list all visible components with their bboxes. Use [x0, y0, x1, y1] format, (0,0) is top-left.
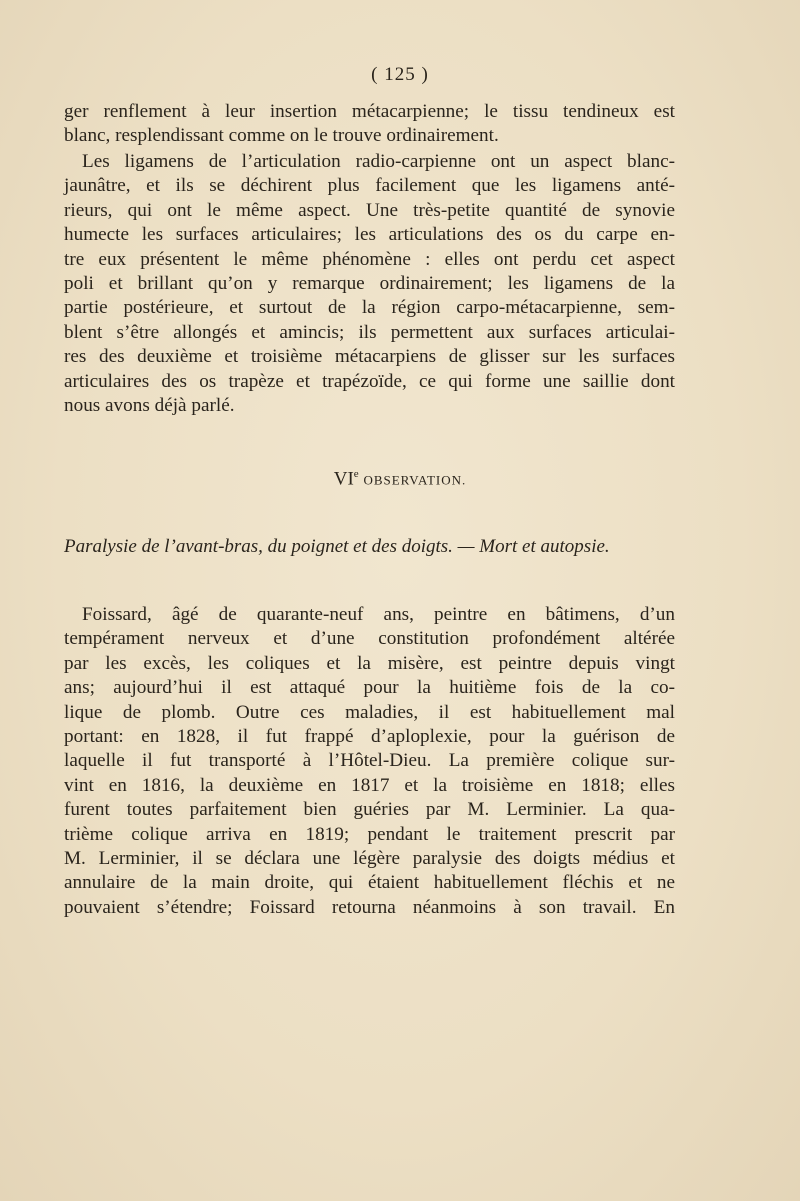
- text-line: nous avons déjà parlé.: [64, 395, 235, 417]
- text-line: blent s’être allongés et amincis; ils permettent aux surfaces articulai-: [64, 321, 675, 343]
- text-line: portant: en 1828, il fut frappé d’aploplexie, pour la guérison de: [64, 726, 675, 748]
- text-line: annulaire de la main droite, qui étaient habituellement fléchis et ne: [64, 872, 675, 894]
- text-line: res des deuxième et troisième métacarpiens de glisser sur les surfaces: [64, 346, 675, 368]
- text-line: ans; aujourd’hui il est attaqué pour la huitième fois de la co-: [64, 677, 675, 699]
- text-line: ger renflement à leur insertion métacarpienne; le tissu tendineux est: [64, 101, 675, 122]
- observation-sup: e: [353, 468, 359, 480]
- text-line: partie postérieure, et surtout de la région carpo-métacarpienne, sem-: [64, 297, 675, 319]
- paragraph-case: [64, 603, 675, 920]
- text-line: tempérament nerveux et d’une constitution profondément altérée: [64, 628, 675, 650]
- paragraph-ligaments: [64, 150, 675, 418]
- text-line: humecte les surfaces articulaires; les articulations des os du carpe en-: [64, 224, 675, 246]
- text-line: rieurs, qui ont le même aspect. Une très-petite quantité de synovie: [64, 199, 675, 221]
- observation-label: OBSERVATION.: [363, 472, 467, 488]
- observation-numeral: VI: [333, 468, 354, 490]
- page-number: ( 125 ): [371, 64, 429, 85]
- text-line: furent toutes parfaitement bien guéries par M. Lerminier. La qua-: [64, 799, 675, 821]
- observation-heading: [0, 468, 800, 490]
- text-line: pouvaient s’étendre; Foissard retourna néanmoins à son travail. En: [64, 896, 675, 918]
- observation-subtitle: Paralysie de l’avant-bras, du poignet et des doigts. — Mort et autopsie.: [64, 536, 610, 557]
- text-line: tre eux présentent le même phénomène : elles ont perdu cet aspect: [64, 248, 675, 270]
- paragraph-continuation: [64, 100, 675, 149]
- text-line: poli et brillant qu’on y remarque ordinairement; les ligamens de la: [64, 273, 675, 295]
- text-line: Les ligamens de l’articulation radio-carpienne ont un aspect blanc-: [82, 151, 675, 172]
- text-line: Foissard, âgé de quarante-neuf ans, peintre en bâtimens, d’un: [82, 604, 675, 625]
- text-line: M. Lerminier, il se déclara une légère paralysie des doigts médius et: [64, 848, 675, 870]
- text-line: jaunâtre, et ils se déchirent plus facilement que les ligamens anté-: [64, 175, 675, 197]
- text-line: par les excès, les coliques et la misère, est peintre depuis vingt: [64, 652, 675, 674]
- text-line: blanc, resplendissant comme on le trouve ordinairement.: [64, 125, 499, 147]
- text-line: laquelle il fut transporté à l’Hôtel-Dieu. La première colique sur-: [64, 750, 675, 772]
- text-line: trième colique arriva en 1819; pendant le traitement prescrit par: [64, 823, 675, 845]
- text-line: lique de plomb. Outre ces maladies, il est habituellement mal: [64, 701, 675, 723]
- text-line: vint en 1816, la deuxième en 1817 et la troisième en 1818; elles: [64, 774, 675, 796]
- text-line: articulaires des os trapèze et trapézoïde, ce qui forme une saillie dont: [64, 370, 675, 392]
